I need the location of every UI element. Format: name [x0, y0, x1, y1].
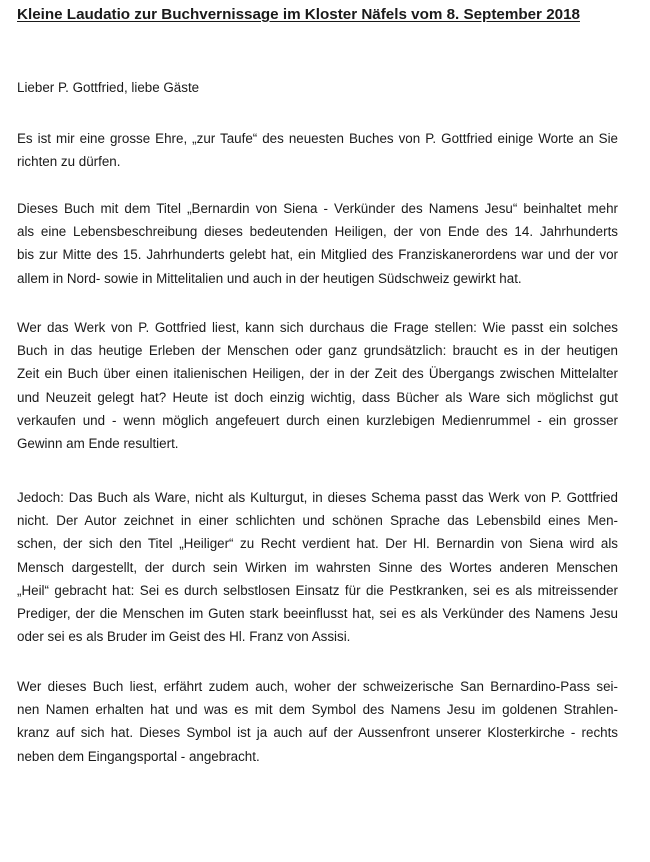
paragraph-1	[17, 127, 618, 173]
text-line: nicht. Der Autor zeichnet in einer schlichten und schönen Sprache das Lebensbild eines Men-	[17, 513, 618, 529]
text-line: Dieses Buch mit dem Titel „Bernardin von Siena - Verkünder des Namens Jesu“ beinhaltet mehr	[17, 201, 618, 216]
text-line: schen, der sich den Titel „Heiliger“ zu Recht verdient hat. Der Hl. Bernardin von Siena wird als	[17, 536, 618, 552]
text-line: Jedoch: Das Buch als Ware, nicht als Kulturgut, in dieses Schema passt das Werk von P. Gottfried	[17, 490, 618, 505]
document-title: Kleine Laudatio zur Buchvernissage im Kloster Näfels vom 8. September 2018	[17, 6, 580, 23]
text-line: richten zu dürfen.	[17, 154, 121, 170]
paragraph-4	[17, 486, 618, 648]
paragraph-5	[17, 675, 618, 768]
text-line: „Heil“ gebracht hat: Sei es durch selbstlosen Einsatz für die Pestkranken, sei es als mitreissender	[17, 582, 618, 598]
text-line: als eine Lebensbeschreibung dieses bedeutenden Heiligen, der von Ende des 14. Jahrhunderts	[17, 224, 618, 240]
text-line: und Neuzeit gelegt hat? Heute ist doch einzig wichtig, dass Bücher als Ware sich möglichst gut	[17, 389, 618, 405]
text-line: neben dem Eingangsportal - angebracht.	[17, 748, 260, 764]
text-line: kranz auf sich hat. Dieses Symbol ist ja auch auf der Aussenfront unserer Klosterkirche - rechts	[17, 725, 618, 741]
text-line: bis zur Mitte des 15. Jahrhunderts gelebt hat, ein Mitglied des Franziskanerordens war und der vor	[17, 247, 618, 263]
paragraph-2	[17, 197, 618, 290]
text-line: Es ist mir eine grosse Ehre, „zur Taufe“ des neuesten Buches von P. Gottfried einige Worte an Sie	[17, 131, 618, 146]
text-line: Buch in das heutige Erleben der Menschen oder ganz grundsätzlich: braucht es in der heutigen	[17, 343, 618, 359]
text-line: Wer dieses Buch liest, erfährt zudem auch, woher der schweizerische San Bernardino-Pass sei-	[17, 679, 618, 694]
text-line: verkaufen und - wenn möglich angefeuert durch einen kurzlebigen Medienrummel - ein grosser	[17, 412, 618, 428]
paragraph-3	[17, 316, 618, 455]
text-line: Zeit ein Buch über einen italienischen Heiligen, der in der Zeit des Übergangs zwischen Mittelalter	[17, 366, 618, 382]
text-line: Wer das Werk von P. Gottfried liest, kann sich durchaus die Frage stellen: Wie passt ein solches	[17, 320, 618, 335]
text-line: oder sei es als Bruder im Geist des Hl. Franz von Assisi.	[17, 629, 351, 645]
salutation: Lieber P. Gottfried, liebe Gäste	[17, 80, 200, 95]
text-line: Mensch dargestellt, der durch sein Wirken im wahrsten Sinne des Wortes anderen Menschen	[17, 559, 618, 575]
text-line: nen Namen erhalten hat und was es mit dem Symbol des Namens Jesu im goldenen Strahlen-	[17, 702, 618, 718]
text-line: Gewinn am Ende resultiert.	[17, 436, 179, 452]
text-line: Prediger, der die Menschen im Guten stark beeinflusst hat, sei es als Verkünder des Namens Jesu	[17, 606, 618, 622]
text-line: allem in Nord- sowie in Mittelitalien und auch in der heutigen Südschweiz gewirkt hat.	[17, 270, 522, 286]
